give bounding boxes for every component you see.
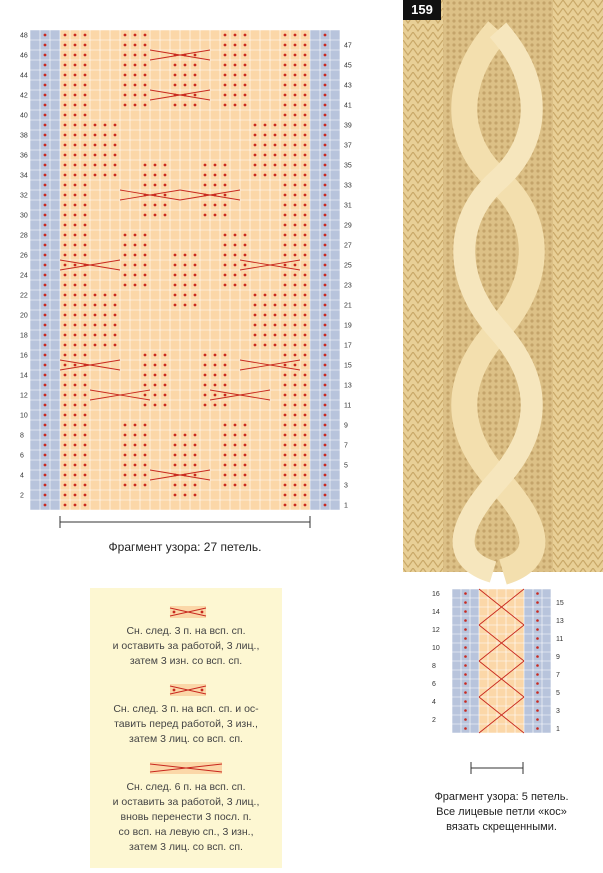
row-number-left: 2 <box>20 492 24 500</box>
row-number-left: 26 <box>20 252 28 260</box>
small-row-number-right: 5 <box>556 690 560 697</box>
row-number-left: 12 <box>20 392 28 400</box>
row-number-right: 45 <box>344 62 352 70</box>
main-pattern-chart <box>20 25 370 545</box>
row-number-right: 15 <box>344 362 352 370</box>
row-number-left: 38 <box>20 132 28 140</box>
row-number-right: 7 <box>344 442 348 450</box>
small-pattern-chart <box>430 585 564 750</box>
row-number-left: 8 <box>20 432 24 440</box>
row-number-right: 29 <box>344 222 352 230</box>
row-number-left: 40 <box>20 112 28 120</box>
row-number-right: 43 <box>344 82 352 90</box>
row-number-right: 27 <box>344 242 352 250</box>
small-row-number-left: 2 <box>432 717 436 724</box>
row-number-left: 20 <box>20 312 28 320</box>
small-row-number-left: 10 <box>432 645 440 652</box>
small-chart-width-marker <box>470 762 524 774</box>
row-number-right: 31 <box>344 202 352 210</box>
row-number-left: 44 <box>20 72 28 80</box>
pattern-number-badge: 159 <box>403 0 441 20</box>
legend-symbol-3 <box>90 762 282 774</box>
row-number-left: 10 <box>20 412 28 420</box>
row-number-right: 21 <box>344 302 352 310</box>
row-number-right: 3 <box>344 482 348 490</box>
legend-symbol-1 <box>90 606 282 618</box>
legend-symbol-2 <box>90 684 282 696</box>
row-number-right: 1 <box>344 502 348 510</box>
small-row-number-left: 16 <box>432 591 440 598</box>
row-number-right: 19 <box>344 322 352 330</box>
row-number-right: 41 <box>344 102 352 110</box>
row-number-right: 37 <box>344 142 352 150</box>
row-number-right: 9 <box>344 422 348 430</box>
row-number-left: 30 <box>20 212 28 220</box>
small-row-number-left: 4 <box>432 699 436 706</box>
row-number-left: 28 <box>20 232 28 240</box>
legend-item-1: Сн. след. 3 п. на всп. сп. и оставить за работой, 3 лиц., затем 3 изн. со всп. сп. <box>112 625 260 667</box>
small-row-number-right: 13 <box>556 618 564 625</box>
row-number-left: 4 <box>20 472 24 480</box>
row-number-right: 11 <box>344 402 352 410</box>
small-row-number-right: 11 <box>556 636 564 643</box>
row-number-left: 14 <box>20 372 28 380</box>
small-row-number-right: 1 <box>556 726 560 733</box>
row-number-right: 5 <box>344 462 348 470</box>
row-number-right: 25 <box>344 262 352 270</box>
row-number-right: 33 <box>344 182 352 190</box>
small-row-number-right: 7 <box>556 672 560 679</box>
row-number-right: 13 <box>344 382 352 390</box>
small-row-number-left: 14 <box>432 609 440 616</box>
row-number-left: 6 <box>20 452 24 460</box>
row-number-left: 48 <box>20 32 28 40</box>
row-number-left: 34 <box>20 172 28 180</box>
row-number-left: 46 <box>20 52 28 60</box>
legend-item-2: Сн. след. 3 п. на всп. сп. и ос- тавить перед работой, 3 изн., затем 3 лиц. со всп. сп. <box>113 703 259 745</box>
row-number-right: 39 <box>344 122 352 130</box>
row-number-left: 32 <box>20 192 28 200</box>
small-row-number-left: 8 <box>432 663 436 670</box>
row-number-left: 22 <box>20 292 28 300</box>
small-row-number-right: 9 <box>556 654 560 661</box>
row-number-left: 42 <box>20 92 28 100</box>
small-chart-caption: Фрагмент узора: 5 петель. Все лицевые петли «кос» вязать скрещенными. <box>434 791 569 833</box>
small-row-number-left: 6 <box>432 681 436 688</box>
row-number-left: 16 <box>20 352 28 360</box>
row-number-right: 17 <box>344 342 352 350</box>
small-row-number-left: 12 <box>432 627 440 634</box>
small-row-number-right: 3 <box>556 708 560 715</box>
legend-item-3: Сн. след. 6 п. на всп. сп. и оставить за работой, 3 лиц., вновь перенести 3 посл. п. со всп. на левую сп., 3 изн., затем 3 лиц. со всп. сп. <box>112 781 260 853</box>
main-chart-caption: Фрагмент узора: 27 петель. <box>108 540 262 554</box>
row-number-right: 47 <box>344 42 352 50</box>
row-number-right: 35 <box>344 162 352 170</box>
row-number-left: 18 <box>20 332 28 340</box>
knitted-sample-photo <box>403 0 603 572</box>
small-row-number-right: 15 <box>556 600 564 607</box>
row-number-left: 24 <box>20 272 28 280</box>
legend-box <box>90 588 282 868</box>
row-number-left: 36 <box>20 152 28 160</box>
row-number-right: 23 <box>344 282 352 290</box>
